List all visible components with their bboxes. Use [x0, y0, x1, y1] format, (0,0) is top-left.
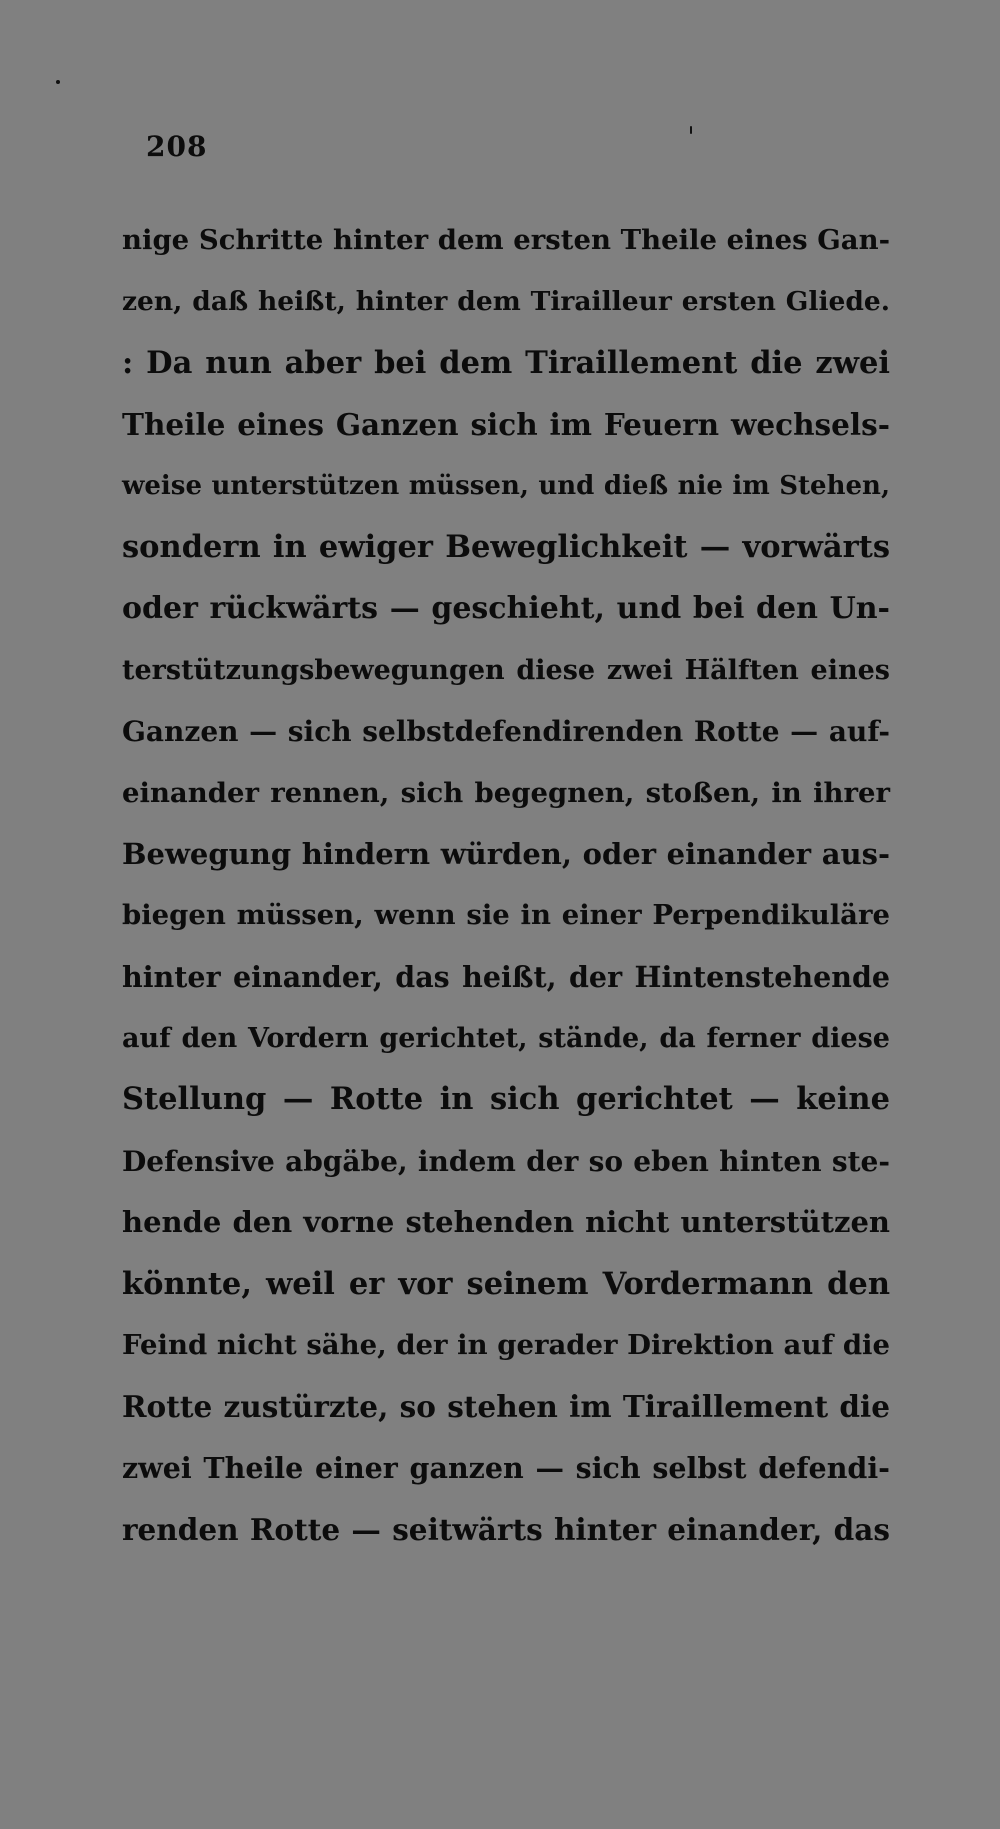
text-line: terstützungsbewegungen diese zwei Hälften eines	[122, 654, 890, 686]
text-line: Theile eines Ganzen sich im Feuern wechsels-	[122, 407, 890, 443]
text-line: : Da nun aber bei dem Tiraillement die zwei	[122, 344, 890, 381]
text-line: renden Rotte — seitwärts hinter einander, das	[122, 1512, 890, 1548]
text-line: hende den vorne stehenden nicht unterstützen	[122, 1205, 890, 1240]
text-line: zwei Theile einer ganzen — sich selbst defendi-	[122, 1450, 890, 1485]
ink-speck	[690, 126, 692, 134]
text-line: Ganzen — sich selbstdefendirenden Rotte — auf-	[122, 715, 890, 749]
body-text	[122, 210, 890, 1561]
text-line: weise unterstützen müssen, und dieß nie im Stehen,	[122, 470, 890, 501]
text-line: nige Schritte hinter dem ersten Theile eines Gan-	[122, 224, 890, 256]
text-line: Bewegung hindern würden, oder einander aus-	[122, 836, 890, 871]
text-line: biegen müssen, wenn sie in einer Perpendikuläre	[122, 899, 890, 932]
text-line: zen, daß heißt, hinter dem Tirailleur ersten Gliede.	[122, 286, 890, 318]
text-line: Rotte zustürzte, so stehen im Tiraillement die	[122, 1389, 890, 1425]
ink-speck	[56, 80, 60, 84]
text-line: einander rennen, sich begegnen, stoßen, in ihrer	[122, 776, 890, 809]
text-line: hinter einander, das heißt, der Hintenstehende	[122, 959, 890, 994]
text-line: Feind nicht sähe, der in gerader Direktion auf die	[122, 1329, 890, 1362]
page-number: 208	[146, 130, 208, 163]
text-line: auf den Vordern gerichtet, stände, da ferner diese	[122, 1023, 890, 1055]
text-line: sondern in ewiger Beweglichkeit — vorwärts	[122, 528, 890, 565]
text-line: oder rückwärts — geschieht, und bei den Un-	[122, 591, 890, 627]
text-line: Stellung — Rotte in sich gerichtet — keine	[122, 1081, 890, 1118]
text-line: Defensive abgäbe, indem der so eben hinten ste-	[122, 1144, 890, 1178]
text-line: könnte, weil er vor seinem Vordermann den	[122, 1265, 890, 1302]
